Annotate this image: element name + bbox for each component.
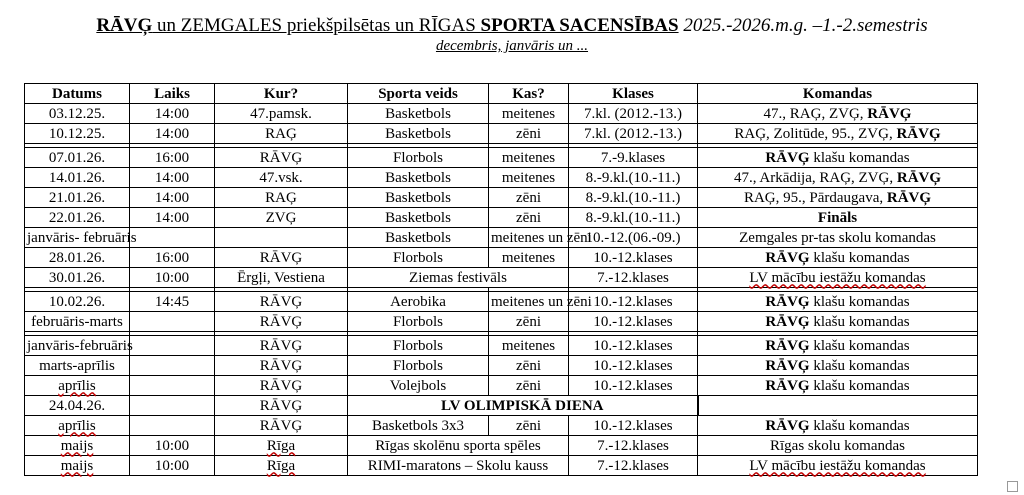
cell-kas: zēni bbox=[489, 208, 569, 228]
cell-veids: Florbols bbox=[348, 336, 489, 356]
cell-laiks: 14:00 bbox=[130, 104, 215, 124]
cell-klases: 8.-9.kl.(10.-11.) bbox=[569, 208, 698, 228]
cell-komandas bbox=[698, 376, 978, 396]
cell-veids: Basketbols bbox=[348, 168, 489, 188]
cell-kur: RĀVĢ bbox=[215, 416, 348, 436]
cell-datums: 22.01.26. bbox=[25, 208, 130, 228]
schedule-table bbox=[24, 83, 978, 476]
table-row bbox=[25, 312, 978, 332]
cell-veids: Florbols bbox=[348, 248, 489, 268]
cell-datums: marts-aprīlis bbox=[25, 356, 130, 376]
olympic-day-cell: LV OLIMPISKĀ DIENA bbox=[348, 396, 698, 416]
komandas-text: Zemgales pr-tas skolu komandas bbox=[739, 229, 936, 246]
cell-datums: 28.01.26. bbox=[25, 248, 130, 268]
cell-laiks bbox=[130, 312, 215, 332]
cell-veids: Florbols bbox=[348, 312, 489, 332]
komandas-bold: RĀVĢ bbox=[765, 417, 810, 434]
komandas-bold: RĀVĢ bbox=[886, 189, 932, 206]
komandas-text: LV mācību iestāžu komandas bbox=[749, 457, 926, 474]
table-row bbox=[25, 168, 978, 188]
cell-kur: RĀVĢ bbox=[215, 312, 348, 332]
table-row bbox=[25, 188, 978, 208]
cell-laiks: 16:00 bbox=[130, 248, 215, 268]
cell-veids: Volejbols bbox=[348, 376, 489, 396]
cell-laiks bbox=[130, 416, 215, 436]
cell-datums: 30.01.26. bbox=[25, 268, 130, 288]
cell-kur: RAĢ bbox=[215, 124, 348, 144]
cell-datums: 03.12.25. bbox=[25, 104, 130, 124]
komandas-bold: RĀVĢ bbox=[867, 105, 912, 122]
komandas-suffix: klašu komandas bbox=[809, 149, 910, 166]
cell-kur: RĀVĢ bbox=[215, 292, 348, 312]
cell-kur: 47.pamsk. bbox=[215, 104, 348, 124]
cell-laiks bbox=[130, 396, 215, 416]
cell-kas: meitenes bbox=[489, 104, 569, 124]
cell-kur: RĀVĢ bbox=[215, 376, 348, 396]
komandas-suffix: klašu komandas bbox=[809, 357, 910, 374]
cell-laiks bbox=[130, 336, 215, 356]
cell-datums bbox=[25, 456, 130, 476]
col-komandas: Komandas bbox=[698, 84, 978, 104]
cell-kas: zēni bbox=[489, 124, 569, 144]
cell-klases: 7.kl. (2012.-13.) bbox=[569, 104, 698, 124]
cell-komandas bbox=[698, 168, 978, 188]
komandas-text: 47., Arkādija, RAĢ, ZVĢ, bbox=[733, 169, 897, 186]
cell-datums: 21.01.26. bbox=[25, 188, 130, 208]
cell-laiks: 10:00 bbox=[130, 456, 215, 476]
cell-datums: 07.01.26. bbox=[25, 148, 130, 168]
cell-datums bbox=[25, 376, 130, 396]
col-sporta-veids: Sporta veids bbox=[348, 84, 489, 104]
cell-datums: 10.12.25. bbox=[25, 124, 130, 144]
cell-kas: zēni bbox=[489, 312, 569, 332]
cell-datums: 24.04.26. bbox=[25, 396, 130, 416]
kur-text: Rīga bbox=[266, 437, 296, 454]
komandas-bold: RĀVĢ bbox=[765, 377, 810, 394]
cell-kur bbox=[215, 436, 348, 456]
datums-text: aprīlis bbox=[58, 377, 96, 394]
col-laiks: Laiks bbox=[130, 84, 215, 104]
cell-datums: 10.02.26. bbox=[25, 292, 130, 312]
komandas-suffix: klašu komandas bbox=[809, 293, 910, 310]
table-row bbox=[25, 436, 978, 456]
cell-veids: Florbols bbox=[348, 356, 489, 376]
cell-datums: februāris-marts bbox=[25, 312, 130, 332]
cell-kas: meitenes un zēni bbox=[489, 228, 569, 248]
cell-kur: ZVĢ bbox=[215, 208, 348, 228]
cell-klases: 10.-12.klases bbox=[569, 376, 698, 396]
page-subtitle: decembris, janvāris un ... bbox=[435, 38, 589, 54]
komandas-bold: RĀVĢ bbox=[896, 125, 941, 142]
cell-komandas bbox=[698, 248, 978, 268]
komandas-suffix: klašu komandas bbox=[809, 313, 910, 330]
cell-laiks: 10:00 bbox=[130, 268, 215, 288]
cell-kas: meitenes un zēni bbox=[489, 292, 569, 312]
cell-laiks: 14:45 bbox=[130, 292, 215, 312]
cell-klases: 10.-12.klases bbox=[569, 248, 698, 268]
col-klases: Klases bbox=[569, 84, 698, 104]
cell-komandas bbox=[698, 396, 978, 416]
cell-kur: RAĢ bbox=[215, 188, 348, 208]
cell-veids: Basketbols bbox=[348, 124, 489, 144]
komandas-suffix: klašu komandas bbox=[809, 337, 910, 354]
table-row bbox=[25, 148, 978, 168]
cell-veids: Florbols bbox=[348, 148, 489, 168]
cell-kur bbox=[215, 228, 348, 248]
cell-laiks bbox=[130, 228, 215, 248]
komandas-bold: RĀVĢ bbox=[765, 313, 810, 330]
cell-veids: Basketbols bbox=[348, 188, 489, 208]
cell-komandas bbox=[698, 148, 978, 168]
resize-handle[interactable] bbox=[1007, 481, 1018, 492]
cell-kas: zēni bbox=[489, 356, 569, 376]
cell-kur: RĀVĢ bbox=[215, 148, 348, 168]
cell-laiks: 14:00 bbox=[130, 208, 215, 228]
table-row bbox=[25, 268, 978, 288]
cell-datums: janvāris-februāris bbox=[25, 336, 130, 356]
title-middle: un ZEMGALES priekšpilsētas un RĪGAS bbox=[152, 15, 481, 36]
komandas-text: Rīgas skolu komandas bbox=[770, 437, 905, 454]
cell-laiks: 10:00 bbox=[130, 436, 215, 456]
cell-veids: Basketbols 3x3 bbox=[348, 416, 489, 436]
datums-text: aprīlis bbox=[58, 417, 96, 434]
cell-veids: Basketbols bbox=[348, 208, 489, 228]
cell-datums bbox=[25, 436, 130, 456]
cell-klases: 8.-9.kl.(10.-11.) bbox=[569, 188, 698, 208]
table-row bbox=[25, 416, 978, 436]
cell-klases: 7.kl. (2012.-13.) bbox=[569, 124, 698, 144]
cell-kas: meitenes bbox=[489, 168, 569, 188]
cell-veids: Basketbols bbox=[348, 104, 489, 124]
cell-veids: Rīgas skolēnu sporta spēles bbox=[348, 436, 569, 456]
table-row bbox=[25, 104, 978, 124]
table-row bbox=[25, 292, 978, 312]
cell-veids: Basketbols bbox=[348, 228, 489, 248]
cell-komandas bbox=[698, 356, 978, 376]
cell-kur: Ērgļi, Vestiena bbox=[215, 268, 348, 288]
cell-komandas bbox=[698, 292, 978, 312]
table-row bbox=[25, 376, 978, 396]
komandas-bold: RĀVĢ bbox=[765, 293, 810, 310]
cell-komandas bbox=[698, 416, 978, 436]
table-header-row bbox=[25, 84, 978, 104]
cell-klases: 7.-12.klases bbox=[569, 456, 698, 476]
cell-klases: 10.-12.klases bbox=[569, 356, 698, 376]
cell-kur: RĀVĢ bbox=[215, 336, 348, 356]
table-row bbox=[25, 248, 978, 268]
cell-kas: zēni bbox=[489, 376, 569, 396]
cell-laiks: 14:00 bbox=[130, 188, 215, 208]
table-row bbox=[25, 356, 978, 376]
cell-komandas bbox=[698, 188, 978, 208]
cell-klases: 10.-12.klases bbox=[569, 336, 698, 356]
cell-kur bbox=[215, 456, 348, 476]
cell-klases: 8.-9.kl.(10.-11.) bbox=[569, 168, 698, 188]
cell-datums bbox=[25, 416, 130, 436]
komandas-text: RAĢ, Zolitūde, 95., ZVĢ, bbox=[734, 125, 897, 142]
cell-laiks: 14:00 bbox=[130, 168, 215, 188]
komandas-bold: RĀVĢ bbox=[765, 249, 810, 266]
komandas-bold: Fināls bbox=[817, 209, 858, 226]
cell-komandas bbox=[698, 336, 978, 356]
komandas-text: 47., RAĢ, ZVĢ, bbox=[763, 105, 868, 122]
cell-klases: 10.-12.klases bbox=[569, 312, 698, 332]
cell-klases: 10.-12.klases bbox=[569, 416, 698, 436]
komandas-bold: RĀVĢ bbox=[765, 357, 810, 374]
komandas-bold: RĀVĢ bbox=[896, 169, 942, 186]
title-year: 2025.-2026.m.g. –1.-2.semestris bbox=[678, 15, 928, 36]
cell-laiks: 14:00 bbox=[130, 124, 215, 144]
cell-komandas bbox=[698, 312, 978, 332]
cell-veids: RIMI-maratons – Skolu kauss bbox=[348, 456, 569, 476]
cell-kas: meitenes bbox=[489, 248, 569, 268]
col-kur: Kur? bbox=[215, 84, 348, 104]
komandas-text: LV mācību iestāžu komandas bbox=[749, 269, 926, 286]
table-row bbox=[25, 228, 978, 248]
kur-text: Rīga bbox=[266, 457, 296, 474]
title-ravg: RĀVĢ bbox=[96, 15, 153, 36]
cell-laiks bbox=[130, 356, 215, 376]
cell-datums: 14.01.26. bbox=[25, 168, 130, 188]
komandas-bold: RĀVĢ bbox=[765, 149, 810, 166]
cell-kas: meitenes bbox=[489, 336, 569, 356]
komandas-text: RAĢ, 95., Pārdaugava, bbox=[743, 189, 887, 206]
table-row bbox=[25, 208, 978, 228]
cell-laiks: 16:00 bbox=[130, 148, 215, 168]
datums-text: maijs bbox=[60, 437, 94, 454]
cell-kas: meitenes bbox=[489, 148, 569, 168]
cell-komandas bbox=[698, 104, 978, 124]
cell-klases: 10.-12.(06.-09.) bbox=[569, 228, 698, 248]
page-title bbox=[0, 15, 1024, 37]
komandas-bold: RĀVĢ bbox=[765, 337, 810, 354]
cell-klases: 10.-12.klases bbox=[569, 292, 698, 312]
table-row bbox=[25, 456, 978, 476]
komandas-suffix: klašu komandas bbox=[809, 417, 910, 434]
komandas-suffix: klašu komandas bbox=[809, 377, 910, 394]
title-sport: SPORTA SACENSĪBAS bbox=[480, 15, 679, 36]
col-datums: Datums bbox=[25, 84, 130, 104]
cell-klases: 7.-12.klases bbox=[569, 268, 698, 288]
cell-veids: Aerobika bbox=[348, 292, 489, 312]
cell-kur: 47.vsk. bbox=[215, 168, 348, 188]
komandas-suffix: klašu komandas bbox=[809, 249, 910, 266]
cell-kur: RĀVĢ bbox=[215, 356, 348, 376]
cell-komandas bbox=[698, 436, 978, 456]
cell-kas: zēni bbox=[489, 416, 569, 436]
datums-text: maijs bbox=[60, 457, 94, 474]
cell-laiks bbox=[130, 376, 215, 396]
cell-kur: RĀVĢ bbox=[215, 248, 348, 268]
cell-veids: Ziemas festivāls bbox=[348, 268, 569, 288]
cell-komandas bbox=[698, 228, 978, 248]
cell-klases: 7.-9.klases bbox=[569, 148, 698, 168]
cell-komandas bbox=[698, 268, 978, 288]
cell-komandas bbox=[698, 456, 978, 476]
cell-kur: RĀVĢ bbox=[215, 396, 348, 416]
cell-klases: 7.-12.klases bbox=[569, 436, 698, 456]
cell-kas: zēni bbox=[489, 188, 569, 208]
cell-datums: janvāris- februāris bbox=[25, 228, 130, 248]
cell-komandas bbox=[698, 124, 978, 144]
col-kas: Kas? bbox=[489, 84, 569, 104]
cell-komandas bbox=[698, 208, 978, 228]
table-row bbox=[25, 124, 978, 144]
table-row bbox=[25, 336, 978, 356]
table-row bbox=[25, 396, 978, 416]
